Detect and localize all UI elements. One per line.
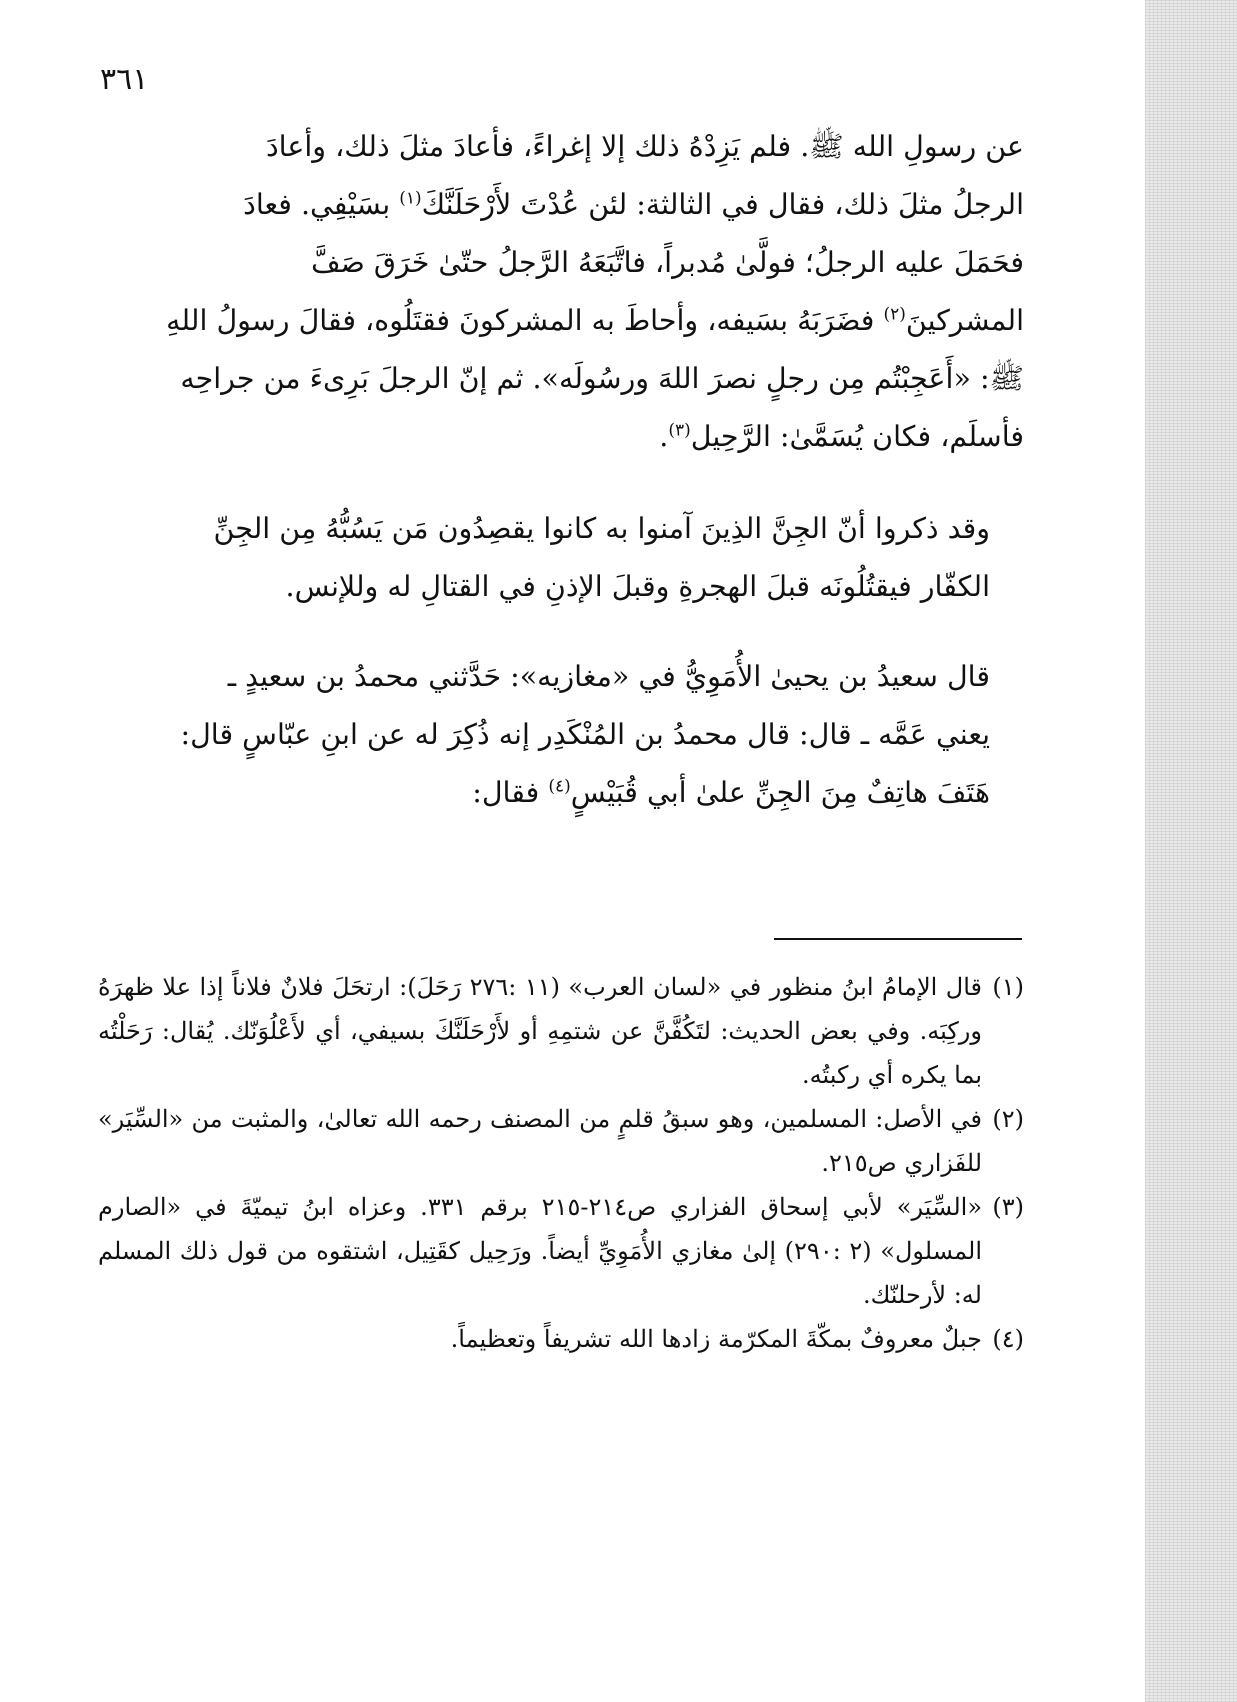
footnote-text: قال الإمامُ ابنُ منظور في «لسان العرب» (١١ :٢٧٦ رَحَلَ): ارتحَلَ فلانٌ فلاناً إذا علا ظهرَهُ وركِبَه. وفي بعض الحديث: لتَكُفَّنَّ عن شتمِهِ أو لأَرْحَلَنَّكَ بسيفي، أي لأَعْلُوَنّك. يُقال: رَحَلْتُه بما يكره أي ركبتُه.: [98, 973, 983, 1089]
main-text-3: [98, 648, 1024, 822]
page-number: ٣٦١: [100, 62, 149, 97]
text-line: فحَمَلَ عليه الرجلُ؛ فولَّىٰ مُدبراً، فاتَّبَعَهُ الرَّجلُ حتّىٰ خَرَقَ صَفَّ: [311, 246, 1024, 279]
footnote-ref-2[interactable]: (٢): [883, 304, 906, 325]
text-run: الرجلُ مثلَ ذلك، فقال في الثالثة: لئن عُدْتَ لأَرْحَلَنَّكَ: [421, 188, 1024, 221]
text-line: عن رسولِ الله ﷺ. فلم يَزِدْهُ ذلك إلا إغراءً، فأعادَ مثلَ ذلك، وأعادَ: [265, 130, 1024, 163]
text-line: [98, 764, 1024, 822]
text-run: فأسلَم، فكان يُسَمَّىٰ: الرَّحِيل: [690, 420, 1024, 453]
footnote-2: [98, 1097, 1024, 1185]
footnote-ref-3[interactable]: (٣): [668, 420, 691, 441]
main-text: [98, 118, 1024, 466]
text-line: وقد ذكروا أنّ الجِنَّ الذِينَ آمنوا به كانوا يقصِدُون مَن يَسُبُّهُ مِن الجِنِّ: [213, 512, 990, 545]
text-line: الكفّار فيقتُلُونَه قبلَ الهجرةِ وقبلَ الإذنِ في القتالِ له وللإنس.: [285, 570, 990, 603]
paragraph-1: [98, 118, 1024, 466]
footnote-text: «السِّيَر» لأبي إسحاق الفزاري ص٢١٤-٢١٥ برقم ٣٣١. وعزاه ابنُ تيميّةَ في «الصارم المسلول» (٢ :٢٩٠) إلىٰ مغازي الأُمَوِيِّ أيضاً. ورَحِيل كقَتِيل، اشتقوه من قول ذلك المسلم له: لأرحلنّك.: [98, 1193, 982, 1309]
footnote-ref-1[interactable]: (١): [399, 188, 422, 209]
text-run: فقال:: [472, 776, 549, 809]
text-line: [98, 176, 1024, 234]
footnote-text: جبلٌ معروفٌ بمكّةَ المكرّمة زادها الله تشريفاً وتعظيماً.: [450, 1325, 982, 1353]
footnote-3: [98, 1185, 1024, 1317]
text-line: قال سعيدُ بن يحيىٰ الأُمَوِيُّ في «مغازيه»: حَدَّثني محمدُ بن سعيدٍ ـ: [227, 660, 990, 693]
footnote-1: [98, 965, 1024, 1097]
footnote-ref-4[interactable]: (٤): [548, 776, 571, 797]
footnote-number: (٤): [992, 1325, 1024, 1353]
footnote-number: (٣): [992, 1193, 1024, 1221]
text-line: [98, 408, 1024, 466]
scan-margin-texture: [1145, 0, 1237, 1702]
footnote-number: (٢): [992, 1105, 1024, 1133]
text-run: هَتَفَ هاتِفٌ مِنَ الجِنِّ علىٰ أبي قُبَيْسٍ: [570, 776, 990, 809]
text-run: .: [659, 420, 669, 453]
text-line: ﷺ: «أَعَجِبْتُم مِن رجلٍ نصرَ اللهَ ورسُولَه». ثم إنّ الرجلَ بَرِىءَ من جراحِه: [180, 362, 1024, 395]
footnote-number: (١): [992, 973, 1024, 1001]
text-line: [98, 292, 1024, 350]
paragraph-3: [98, 648, 1024, 822]
footnotes: [98, 965, 1024, 1361]
footnote-4: [98, 1317, 1024, 1361]
footnote-text: في الأصل: المسلمين، وهو سبقُ قلمٍ من المصنف رحمه الله تعالىٰ، والمثبت من «السِّيَر» للفَزاري ص٢١٥.: [98, 1105, 982, 1177]
main-text-2: [98, 500, 1024, 616]
text-run: فضَرَبَهُ بسَيفه، وأحاطَ به المشركونَ فقتَلُوه، فقالَ رسولُ اللهِ: [166, 304, 884, 337]
paragraph-2: [98, 500, 1024, 616]
text-line: يعني عَمَّه ـ قال: قال محمدُ بن المُنْكَدِر إنه ذُكِرَ له عن ابنِ عبّاسٍ قال:: [180, 718, 990, 751]
text-run: المشركينَ: [905, 304, 1024, 337]
text-run: بسَيْفِي. فعادَ: [243, 188, 400, 221]
footnote-separator: [774, 938, 1022, 940]
